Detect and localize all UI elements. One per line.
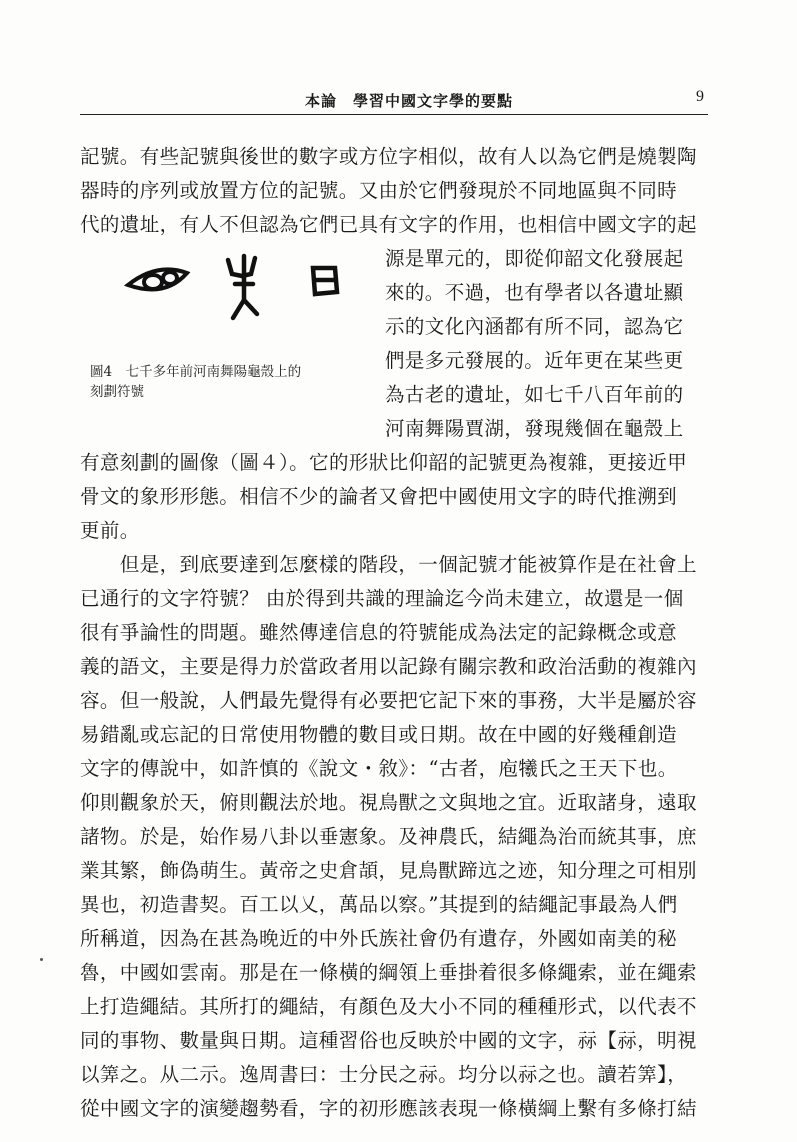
paragraph-line: 諸物。於是，始作易八卦以垂憲象。及神農氏，結繩為治而統其事，庶 (80, 825, 697, 848)
page-number: 9 (696, 88, 704, 105)
paragraph-line: 同的事物、數量與日期。這種習俗也反映於中國的文字，祘【祘，明視 (80, 1029, 697, 1052)
paragraph-line: 源是單元的，即從仰韶文化發展起 (385, 247, 684, 270)
paragraph-line: 但是，到底要達到怎麼樣的階段，一個記號才能被算作是在社會上 (80, 553, 697, 576)
caption-line: 圖4 七千多年前河南舞陽龜殼上的 (90, 364, 302, 380)
paragraph-line: 代的遺址，有人不但認為它們已具有文字的作用，也相信中國文字的起 (80, 213, 697, 236)
paragraph-line: 更前。 (80, 519, 140, 542)
paragraph-line: 業其繁，飾偽萌生。黃帝之史倉頡，見鳥獸蹄迒之迹，知分理之可相別 (80, 859, 697, 882)
paragraph-line: 們是多元發展的。近年更在某些更 (385, 349, 684, 372)
paragraph-line: 很有爭論性的問題。雖然傳達信息的符號能成為法定的記錄概念或意 (80, 621, 678, 644)
paragraph-line: 魯，中國如雲南。那是在一條橫的綱領上垂掛着很多條繩索，並在繩索 (80, 961, 697, 984)
paragraph-line: 義的語文，主要是得力於當政者用以記錄有關宗教和政治活動的複雜內 (80, 655, 697, 678)
paragraph-line: 易錯亂或忘記的日常使用物體的數目或日期。故在中國的好幾種創造 (80, 723, 678, 746)
paragraph-line: 河南舞陽賈湖，發現幾個在龜殼上 (385, 417, 684, 440)
paragraph-line: 以筭之。从二示。逸周書曰：士分民之祘。均分以祘之也。讀若筭】， (80, 1063, 688, 1086)
paragraph-line: 文字的傳說中，如許慎的《說文・敘》：“古者，庖犧氏之王天下也。 (80, 757, 678, 780)
paragraph-line: 已通行的文字符號？ 由於得到共識的理論迄今尚未建立，故還是一個 (80, 587, 684, 610)
caption-line: 刻劃符號 (90, 384, 144, 400)
running-title: 本論 學習中國文字學的要點 (305, 92, 514, 110)
eye-symbol (128, 269, 187, 289)
paragraph-line: 記號。有些記號與後世的數字或方位字相似，故有人以為它們是燒製陶 (80, 145, 697, 168)
running-header (80, 88, 708, 115)
paragraph-line: 仰則觀象於天，俯則觀法於地。視鳥獸之文與地之宜。近取諸身，遠取 (80, 791, 697, 814)
scan-speck (40, 958, 43, 961)
paragraph-line: 骨文的象形形態。相信不少的論者又會把中國使用文字的時代推溯到 (80, 485, 678, 508)
paragraph-line: 為古老的遺址，如七千八百年前的 (385, 383, 684, 406)
paragraph-line: 上打造繩結。其所打的繩結，有顏色及大小不同的種種形式，以代表不 (80, 995, 697, 1018)
paragraph-line: 所稱道，因為在甚為晚近的中外氏族社會仍有遺存，外國如南美的秘 (80, 927, 678, 950)
box-symbol (313, 268, 337, 294)
paragraph-line: 異也，初造書契。百工以乂，萬品以察。”其提到的結繩記事最為人們 (80, 893, 678, 916)
figure-caption (90, 362, 388, 402)
branch-symbol (228, 256, 257, 318)
paragraph-line: 從中國文字的演變趨勢看，字的初形應該表現一條橫綱上繫有多條打結 (80, 1097, 697, 1120)
paragraph-line: 來的。不過，也有學者以各遺址顯 (385, 281, 684, 304)
figure-carved-symbols (95, 240, 380, 350)
paragraph-line: 容。但一般說，人們最先覺得有必要把它記下來的事務，大半是屬於容 (80, 689, 697, 712)
paragraph-line: 有意刻劃的圖像（圖４）。它的形狀比仰韶的記號更為複雜，更接近甲 (80, 451, 688, 474)
paragraph-line: 示的文化內涵都有所不同，認為它 (385, 315, 684, 338)
paragraph-line: 器時的序列或放置方位的記號。又由於它們發現於不同地區與不同時 (80, 179, 678, 202)
carved-symbols-image (95, 240, 380, 350)
